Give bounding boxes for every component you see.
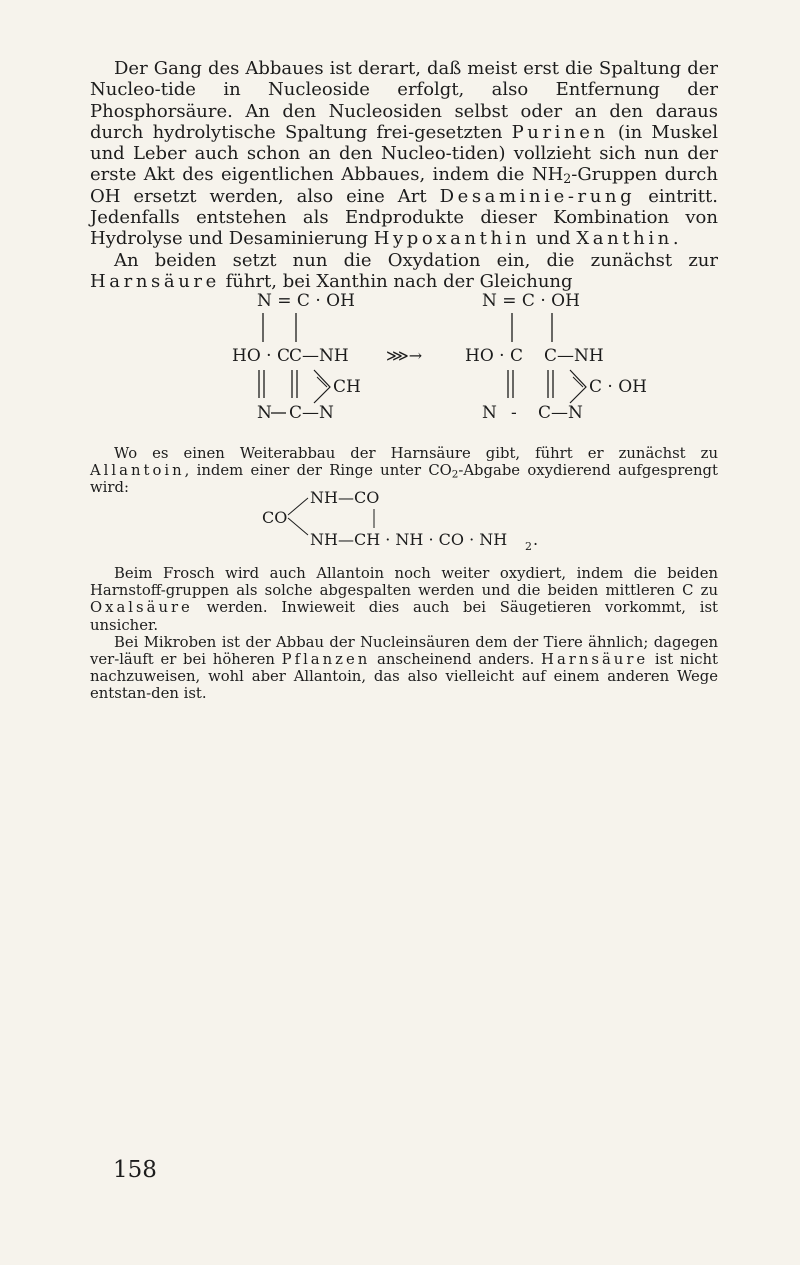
left-mid-left: HO · C [232, 346, 290, 366]
allantoin-sub: 2 [525, 540, 532, 553]
allantoin-formula [0, 482, 800, 562]
left-top: N = C · OH [257, 291, 355, 311]
spaced-word-harnsaeure-2: Harnsäure [541, 651, 649, 669]
right-top: N = C · OH [482, 291, 580, 311]
right-mid-left: HO · C [465, 346, 523, 366]
right-bot-n: N [482, 403, 497, 423]
spaced-word-harnsaeure: Harnsäure [90, 270, 220, 292]
harnsaeure-structure [465, 291, 647, 423]
spaced-word-desaminierung: Desaminie-rung [439, 185, 636, 207]
left-bot-c: C—N [289, 403, 334, 423]
left-mid-right: C—NH [289, 346, 349, 366]
allantoin-end: . [533, 530, 539, 549]
spaced-word-hypoxanthin: Hypoxanthin [373, 228, 531, 250]
text-block-3 [90, 565, 718, 703]
xanthin-to-harnsaeure-equation [0, 285, 800, 440]
paragraph-4: Beim Frosch wird auch Allantoin noch weiter oxydiert, indem die beiden Harnstoff-gruppen als solche abgespalten werden und die beiden mittleren C zu Oxalsäure werden. Inwieweit dies auch bei Säugetieren vorkommt, ist unsicher. [90, 565, 718, 634]
spaced-word-allantoin: Allantoin [90, 462, 185, 480]
allantoin-top: NH—CO [310, 488, 380, 507]
paragraph-3: Wo es einen Weiterabbau der Harnsäure gibt, führt er zunächst zu Allantoin, indem einer der Ringe unter $CO_2$-Abgabe oxydierend aufgesprengt wird: [90, 445, 718, 497]
spaced-word-oxalsaeure: Oxalsäure [90, 599, 193, 617]
page-number: 158 [113, 1157, 157, 1183]
paragraph-5: Bei Mikroben ist der Abbau der Nucleinsäuren dem der Tiere ähnlich; dagegen ver-läuft er bei höheren Pflanzen anscheinend anders. Harnsäure ist nicht nachzuweisen, wohl aber Allantoin, das also vielleicht auf einem anderen Wege entstan-den ist. [90, 633, 718, 703]
left-bot-n: N [257, 403, 272, 423]
xanthin-structure [232, 291, 361, 423]
right-coh: C · OH [589, 377, 647, 397]
allantoin-co: CO [262, 508, 288, 527]
text-block [90, 58, 718, 292]
right-bot-dash: - [511, 403, 517, 423]
right-bot-c: C—N [538, 403, 583, 423]
allantoin-bottom: NH—CH · NH · CO · NH [310, 530, 508, 549]
paragraph-2: An beiden setzt nun die Oxydation ein, die zunächst zur Harnsäure führt, bei Xanthin nach der Gleichung [90, 249, 718, 292]
spaced-word-purinen: Purinen [511, 121, 609, 143]
left-ch: CH [333, 377, 361, 397]
paragraph-1: Der Gang des Abbaues ist derart, daß meist erst die Spaltung der Nucleo-tide in Nucleoside erfolgt, also Entfernung der Phosphorsäure. An den Nucleosiden selbst oder an den daraus durch hydrolytische Spaltung frei-gesetzten Purinen (in Muskel und Leber auch schon an den Nucleo-tiden) vollzieht sich nun der erste Akt des eigentlichen Abbaues, indem die $NH_2$-Gruppen durch OH ersetzt werden, also eine Art Desaminie-rung eintritt. Jedenfalls entstehen als Endprodukte dieser Kombination von Hydrolyse und Desaminierung Hypoxanthin und Xanthin. [90, 58, 719, 250]
right-mid-right: C—NH [544, 346, 604, 366]
spaced-word-xanthin: Xanthin [576, 228, 673, 250]
spaced-word-pflanzen: Pflanzen [281, 651, 371, 669]
reaction-arrow: ⋙→ [386, 346, 423, 365]
